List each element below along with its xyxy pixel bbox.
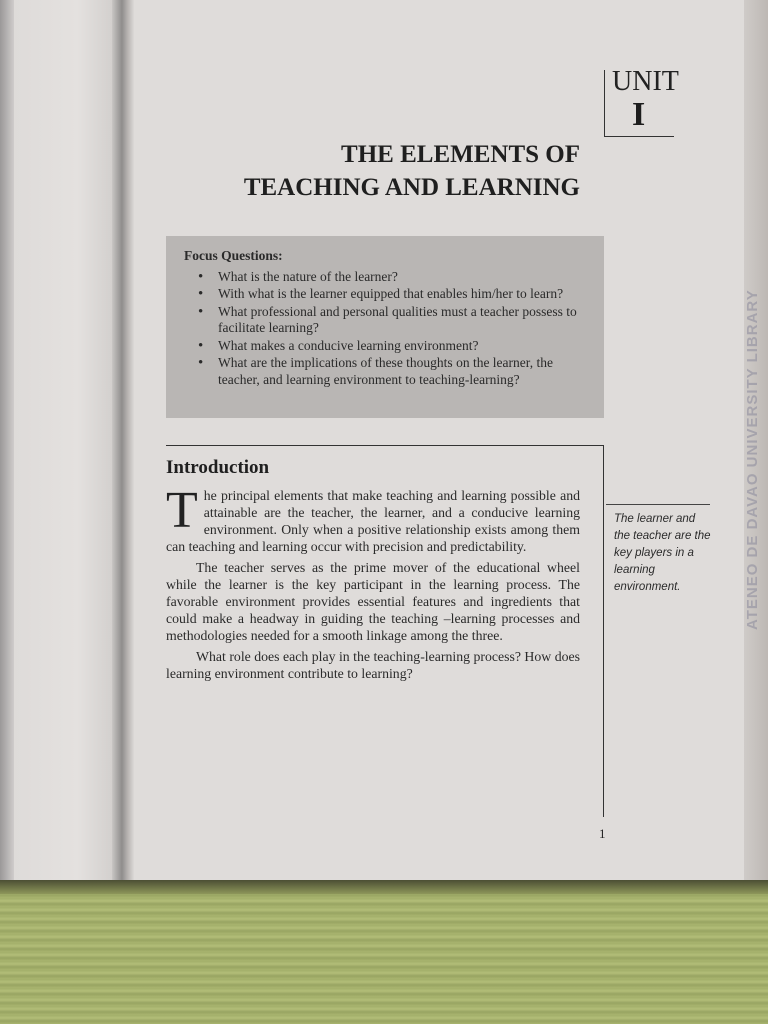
scan-left-edge — [0, 0, 14, 880]
introduction-heading: Introduction — [166, 457, 270, 478]
sidenote-rule — [606, 504, 710, 505]
unit-rule-vertical — [604, 70, 605, 136]
margin-rule — [603, 445, 604, 817]
focus-question: • What is the nature of the learner? — [184, 269, 588, 286]
unit-number: I — [632, 96, 646, 133]
focus-questions-box — [166, 236, 604, 418]
focus-questions-heading: Focus Questions: — [184, 248, 283, 263]
section-divider — [166, 445, 604, 446]
focus-question: • What professional and personal qualities must a teacher possess to facilitate learning? — [184, 304, 588, 337]
book-page — [134, 0, 744, 880]
introduction-body — [166, 482, 580, 686]
chapter-title-line-2: TEACHING AND LEARNING — [243, 174, 580, 201]
introduction-paragraph-3: What role does each play in the teaching-learning process? How does learning environment contribute to learning? — [166, 649, 580, 681]
previous-page-shadow — [14, 0, 120, 880]
book-spine — [112, 0, 134, 880]
focus-question: • With what is the learner equipped that enables him/her to learn? — [184, 286, 588, 303]
book-cover — [0, 880, 768, 1024]
drop-cap: T — [166, 482, 198, 539]
unit-label: UNIT — [612, 66, 679, 97]
paragraph-text: he principal elements that make teaching and learning possible and attainable are the teacher, the learner, and a conducive learning environment. Only when a positive relationship exists among them can teaching and learning occur with precision and predictability. — [166, 488, 580, 554]
chapter-title — [200, 138, 580, 204]
introduction-paragraph-1 — [166, 482, 580, 555]
margin-note: The learner and the teacher are the key players in a learning environment. — [614, 513, 711, 593]
focus-questions-list — [184, 269, 588, 389]
introduction-paragraph-2: The teacher serves as the prime mover of the educational wheel while the learner is the key participant in the learning process. The favorable environment provides essential features and ingredients that could make a headway in guiding the teaching –learning processes and methodologies needed for a smooth linkage among the three. — [166, 560, 580, 643]
focus-question: • What makes a conducive learning environment? — [184, 338, 588, 355]
chapter-title-line-1: THE ELEMENTS OF — [341, 141, 580, 168]
cover-edge-shadow — [0, 880, 768, 894]
library-stamp: ATENEO DE DAVAO UNIVERSITY LIBRARY — [744, 289, 761, 631]
page-number: 1 — [599, 826, 606, 841]
focus-question: • What are the implications of these thoughts on the learner, the teacher, and learning environment to teaching-learning? — [184, 355, 588, 388]
unit-rule-horizontal — [604, 136, 674, 137]
